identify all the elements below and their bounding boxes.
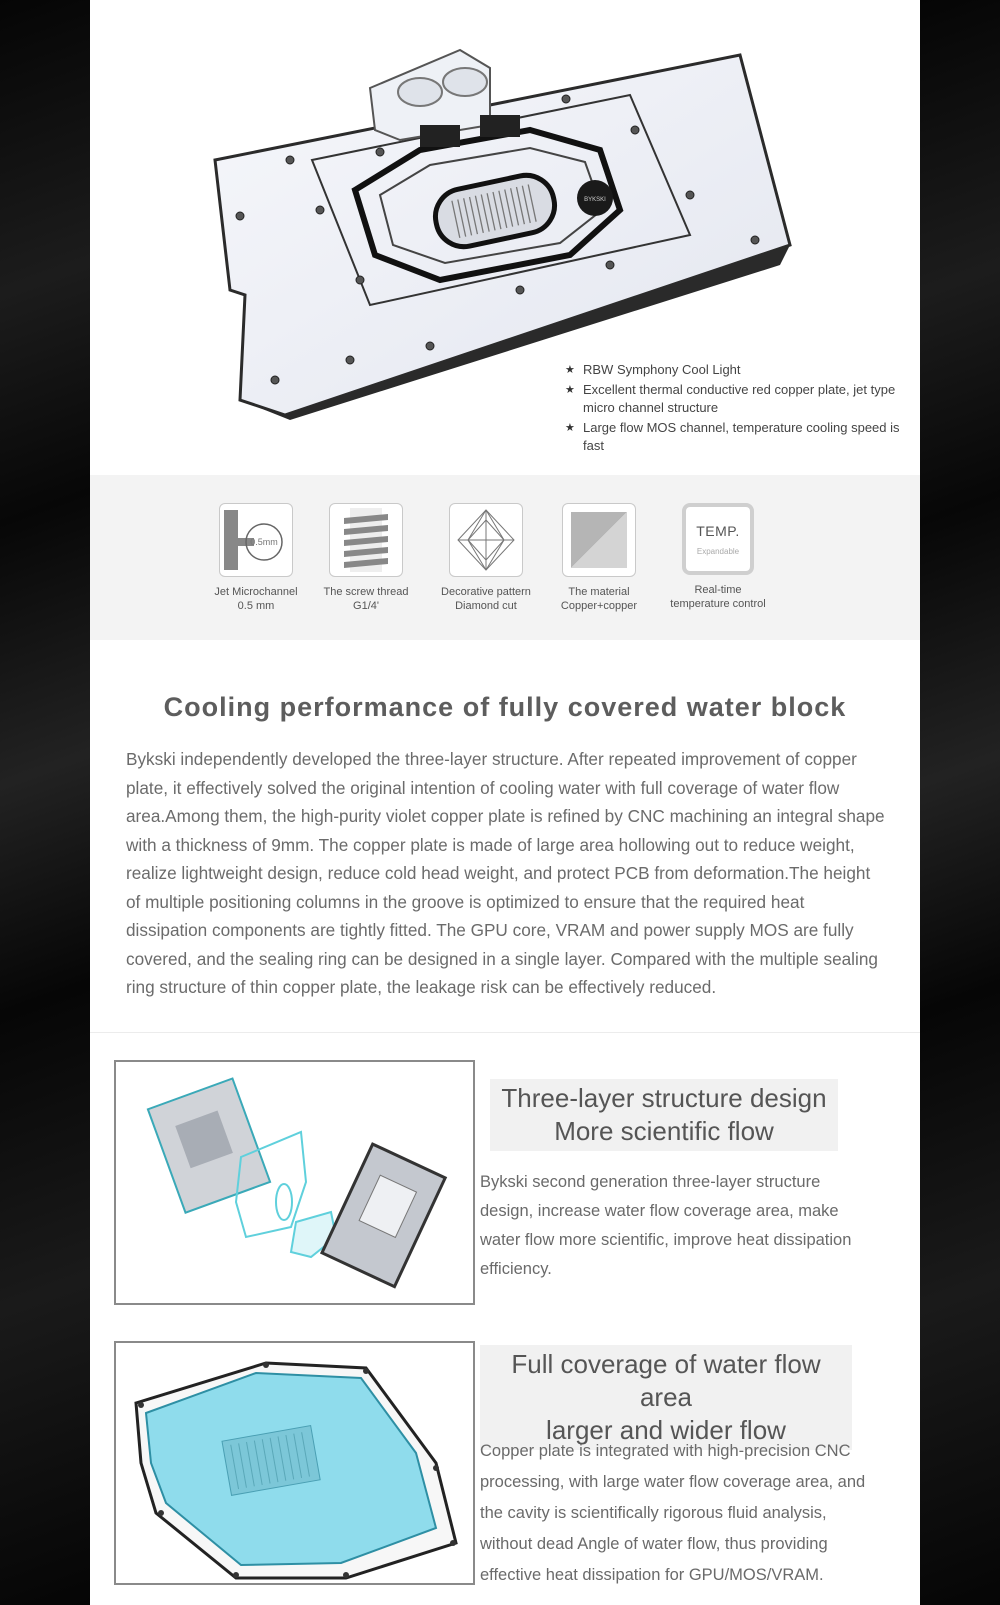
spec-screw-thread: The screw thread G1/4' [301, 503, 431, 613]
spec-diamond-cut: Decorative pattern Diamond cut [421, 503, 551, 613]
feature-item: ★ Large flow MOS channel, temperature cooling speed is fast [565, 420, 900, 453]
water-flow-body: Copper plate is integrated with high-precision CNC processing, with large water flow coverage area, and the cavity is scientifically rigorous fluid analysis, without dead Angle of water flow, thus providing effective heat dissipation for GPU/MOS/VRAM. [480, 1442, 866, 1584]
microchannel-icon [219, 503, 293, 577]
logo-badge: BYKSKI [584, 197, 606, 203]
spec-strip [90, 475, 920, 640]
feature-item: ★ RBW Symphony Cool Light [565, 362, 741, 377]
star-icon: ★ [565, 422, 575, 434]
three-layer-body: Bykski second generation three-layer structure design, increase water flow coverage area, make water flow more scientific, improve heat dissipation efficiency. [480, 1173, 852, 1278]
feature-list [565, 361, 905, 457]
diamond-cut-icon [449, 503, 523, 577]
star-icon: ★ [565, 384, 575, 396]
screw-thread-icon [329, 503, 403, 577]
water-flow-image [114, 1341, 475, 1585]
cooling-title: Cooling performance of fully covered water block [163, 692, 847, 722]
cooling-body: Bykski independently developed the three-layer structure. After repeated improvement of copper plate, it effectively solved the original intention of cooling water with full coverage of water flow area.Among them, the high-purity violet copper plate is refined by CNC machining an integral shape with a thickness of 9mm. The copper plate is made of large area hollowing out to reduce weight, realize lightweight design, reduce cold head weight, and protect PCB from deformation.The height of multiple positioning columns in the groove is optimized to ensure that the required heat dissipation components are tightly fitted. The GPU core, VRAM and power supply MOS are fully covered, and the sealing ring can be designed in a single layer. Compared with the multiple sealing ring structure of thin copper plate, the leakage risk can be effectively reduced. [126, 749, 885, 997]
svg-text:0.5mm: 0.5mm [250, 537, 278, 547]
star-icon: ★ [565, 364, 575, 376]
three-layer-title: Three-layer structure design More scientific flow [490, 1079, 838, 1151]
spec-microchannel: 0.5mm Jet Microchannel 0.5 mm [191, 503, 321, 613]
section-divider [90, 1032, 920, 1033]
feature-item: ★ Excellent thermal conductive red copper plate, jet type micro channel structure [565, 382, 896, 415]
hero-section [90, 0, 920, 475]
three-layer-image [114, 1060, 475, 1305]
water-flow-title: Full coverage of water flow area larger and wider flow [480, 1345, 852, 1450]
background-right [920, 0, 1000, 1605]
temp-icon: TEMP. Expandable [682, 503, 754, 575]
background-left [0, 0, 90, 1605]
product-page [90, 0, 920, 1605]
spec-material: The material Copper+copper [534, 503, 664, 613]
spec-temperature: TEMP. Expandable Real-time temperature control [653, 503, 783, 611]
material-icon [562, 503, 636, 577]
